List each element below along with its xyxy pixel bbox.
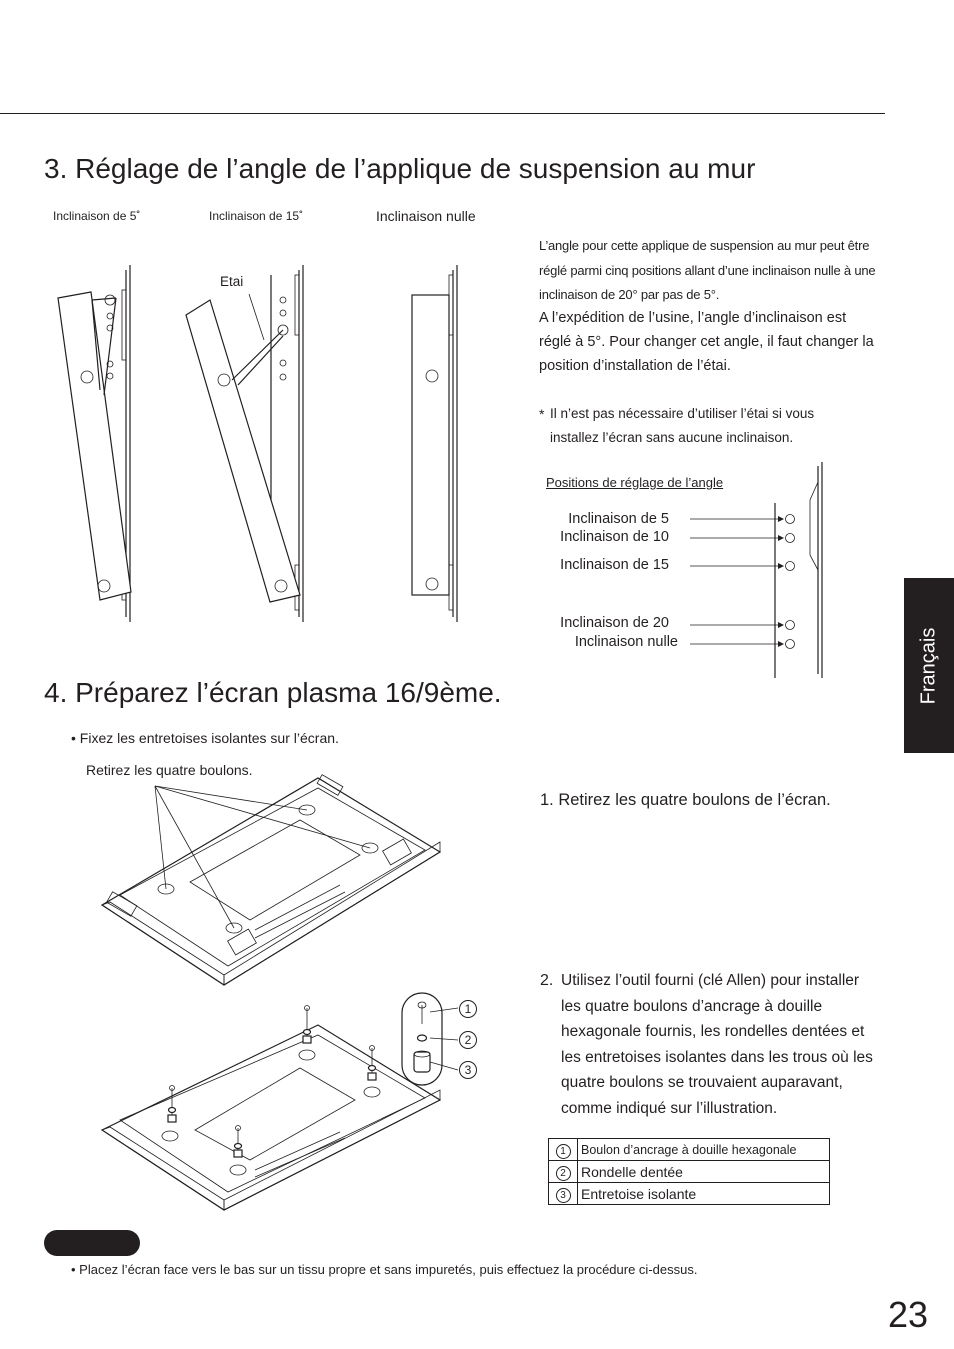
- legend-row: [549, 1161, 830, 1183]
- screen-illustration-install: [0, 0, 520, 1220]
- callout-1: 1: [459, 1000, 477, 1018]
- step-1-text: 1. Retirez les quatre boulons de l’écran.: [540, 791, 831, 809]
- positions-title: Positions de réglage de l’angle: [546, 475, 724, 490]
- callout-2: 2: [459, 1031, 477, 1049]
- position-label-20: Inclinaison de 20: [560, 615, 669, 631]
- position-label-none: Inclinaison nulle: [574, 634, 678, 650]
- section-4-bullet: • Fixez les entretoises isolantes sur l’écran.: [71, 730, 339, 746]
- legend-text: Boulon d’ancrage à douille hexagonale: [578, 1139, 830, 1161]
- position-label-5: Inclinaison de 5: [568, 511, 669, 527]
- section-3-title: 3. Réglage de l’angle de l’applique de suspension au mur: [44, 153, 756, 184]
- factory-paragraph: A l’expédition de l’usine, l’angle d’inclinaison est réglé à 5°. Pour changer cet angle, il faut changer la position d’installation de l’étai.: [539, 310, 874, 374]
- language-tab: [904, 578, 954, 753]
- positions-diagram: [680, 460, 830, 682]
- parts-legend: [548, 1138, 830, 1205]
- label-etai: Etai: [220, 274, 244, 289]
- language-tab-label: Français: [917, 627, 940, 704]
- legend-row: [549, 1183, 830, 1205]
- legend-number: 2: [556, 1166, 571, 1181]
- note-badge: [44, 1230, 140, 1256]
- bolt-stack-1: [303, 1006, 311, 1044]
- remove-bolts-label: Retirez les quatre boulons.: [86, 762, 253, 778]
- callout-3: 3: [459, 1061, 477, 1079]
- section-4-title: 4. Préparez l’écran plasma 16/9ème.: [44, 677, 502, 708]
- legend-row: [549, 1139, 830, 1161]
- legend-text: Rondelle dentée: [578, 1161, 830, 1183]
- legend-text: Entretoise isolante: [578, 1183, 830, 1205]
- label-tilt-none: Inclinaison nulle: [376, 208, 476, 224]
- label-tilt-15: Inclinaison de 15˚: [209, 209, 304, 223]
- step-2-number: 2.: [540, 972, 554, 989]
- position-label-15: Inclinaison de 15: [560, 557, 669, 573]
- page-number: 23: [888, 1294, 929, 1335]
- intro-paragraph: L’angle pour cette applique de suspension au mur peut être réglé parmi cinq positions allant d’une inclinaison nulle à une inclinaison de 20° par pas de 5°.: [539, 238, 876, 302]
- legend-number: 1: [556, 1144, 571, 1159]
- step-2-text: Utilisez l’outil fourni (clé Allen) pour installer les quatre boulons d’ancrage à douille hexagonale fournis, les rondelles dentées et les entretoises isolantes dans les trous où les quatre boulons se trouvaient auparavant, comme indiqué sur l’illustration.: [561, 972, 873, 1117]
- note-star: *: [539, 406, 545, 422]
- footnote: • Placez l’écran face vers le bas sur un tissu propre et sans impuretés, puis effectuez la procédure ci-dessus.: [71, 1262, 698, 1277]
- note-paragraph: Il n’est pas nécessaire d’utiliser l’étai si vous installez l’écran sans aucune inclinaison.: [550, 406, 815, 445]
- legend-number: 3: [556, 1188, 571, 1203]
- position-label-10: Inclinaison de 10: [560, 529, 669, 545]
- label-tilt-5: Inclinaison de 5˚: [53, 209, 141, 223]
